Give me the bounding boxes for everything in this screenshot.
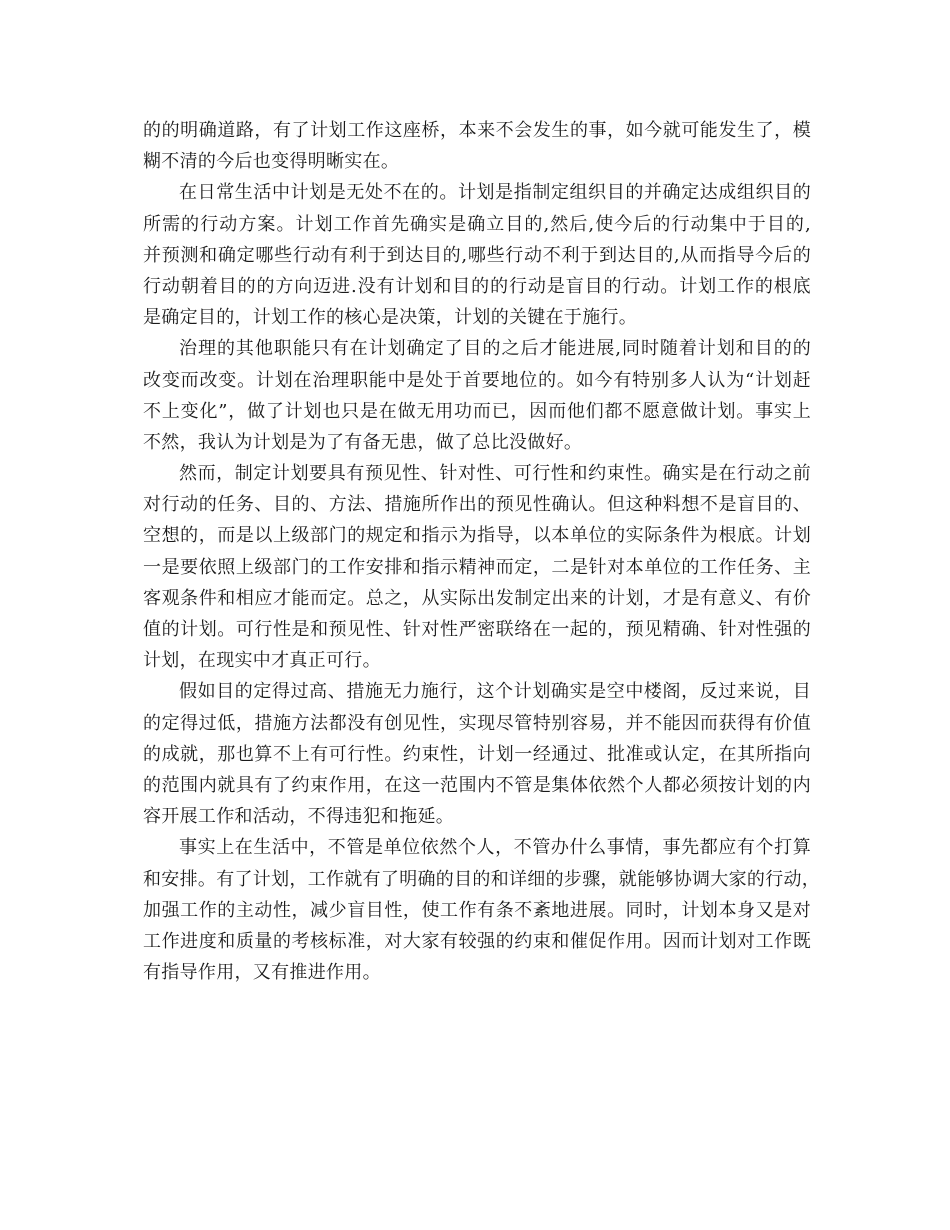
text-line: 改变而改变。计划在治理职能中是处于首要地位的。如今有特别多人认为“计划赶 — [143, 369, 811, 391]
text-line: 事实上在生活中，不管是单位依然个人，不管办什么事情，事先都应有个打算 — [179, 837, 811, 859]
paragraph — [143, 333, 811, 458]
text-line: 值的计划。可行性是和预见性、针对性严密联络在一起的，预见精确、针对性强的 — [143, 619, 811, 640]
text-line: 工作进度和质量的考核标准，对大家有较强的约束和催促作用。因而计划对工作既 — [143, 930, 811, 952]
text-line: 和安排。有了计划，工作就有了明确的目的和详细的步骤，就能够协调大家的行动， — [143, 868, 821, 890]
text-line: 计划，在现实中才真正可行。 — [143, 650, 381, 672]
paragraph — [143, 676, 811, 832]
text-line: 客观条件和相应才能而定。总之，从实际出发制定出来的计划，才是有意义、有价 — [143, 587, 811, 609]
text-line: 的范围内就具有了约束作用，在这一范围内不管是集体依然个人都必须按计划的内 — [143, 774, 811, 796]
text-line: 所需的行动方案。计划工作首先确实是确立目的,然后,使今后的行动集中于目的, — [143, 213, 811, 235]
paragraph — [143, 458, 811, 676]
text-line: 容开展工作和活动，不得违犯和拖延。 — [143, 806, 455, 828]
text-line: 加强工作的主动性，减少盲目性，使工作有条不紊地进展。同时，计划本身又是对 — [143, 899, 811, 921]
text-line: 假如目的定得过高、措施无力施行，这个计划确实是空中楼阁，反过来说，目 — [179, 681, 811, 703]
text-line: 在日常生活中计划是无处不在的。计划是指制定组织目的并确定达成组织目的 — [179, 182, 811, 204]
text-line: 对行动的任务、目的、方法、措施所作出的预见性确认。但这种料想不是盲目的、 — [143, 494, 811, 516]
text-line: 的的明确道路，有了计划工作这座桥，本来不会发生的事，如今就可能发生了，模 — [143, 120, 811, 141]
text-line: 行动朝着目的的方向迈进.没有计划和目的的行动是盲目的行动。计划工作的根底 — [143, 275, 811, 297]
text-line: 不然，我认为计划是为了有备无患，做了总比没做好。 — [143, 431, 583, 453]
text-line: 空想的，而是以上级部门的规定和指示为指导，以本单位的实际条件为根底。计划 — [143, 525, 811, 547]
paragraph — [143, 177, 811, 333]
text-line: 有指导作用，又有推进作用。 — [143, 962, 381, 984]
text-line: 并预测和确定哪些行动有利于到达目的,哪些行动不利于到达目的,从而指导今后的 — [143, 244, 811, 266]
text-line: 的定得过低，措施方法都没有创见性，实现尽管特别容易，并不能因而获得有价值 — [143, 712, 811, 734]
text-line: 糊不清的今后也变得明晰实在。 — [143, 151, 400, 173]
text-line: 是确定目的，计划工作的核心是决策，计划的关键在于施行。 — [143, 307, 638, 329]
text-line: 治理的其他职能只有在计划确定了目的之后才能进展,同时随着计划和目的的 — [179, 338, 811, 360]
paragraph — [143, 832, 821, 988]
text-line: 一是要依照上级部门的工作安排和指示精神而定，二是针对本单位的工作任务、主 — [143, 556, 811, 578]
text-line: 不上变化”，做了计划也只是在做无用功而已，因而他们都不愿意做计划。事实上 — [143, 400, 811, 422]
text-line: 然而，制定计划要具有预见性、针对性、可行性和约束性。确实是在行动之前 — [179, 463, 811, 485]
document-body — [143, 115, 821, 988]
paragraph — [143, 115, 811, 177]
text-line: 的成就，那也算不上有可行性。约束性，计划一经通过、批准或认定，在其所指向 — [143, 743, 811, 765]
